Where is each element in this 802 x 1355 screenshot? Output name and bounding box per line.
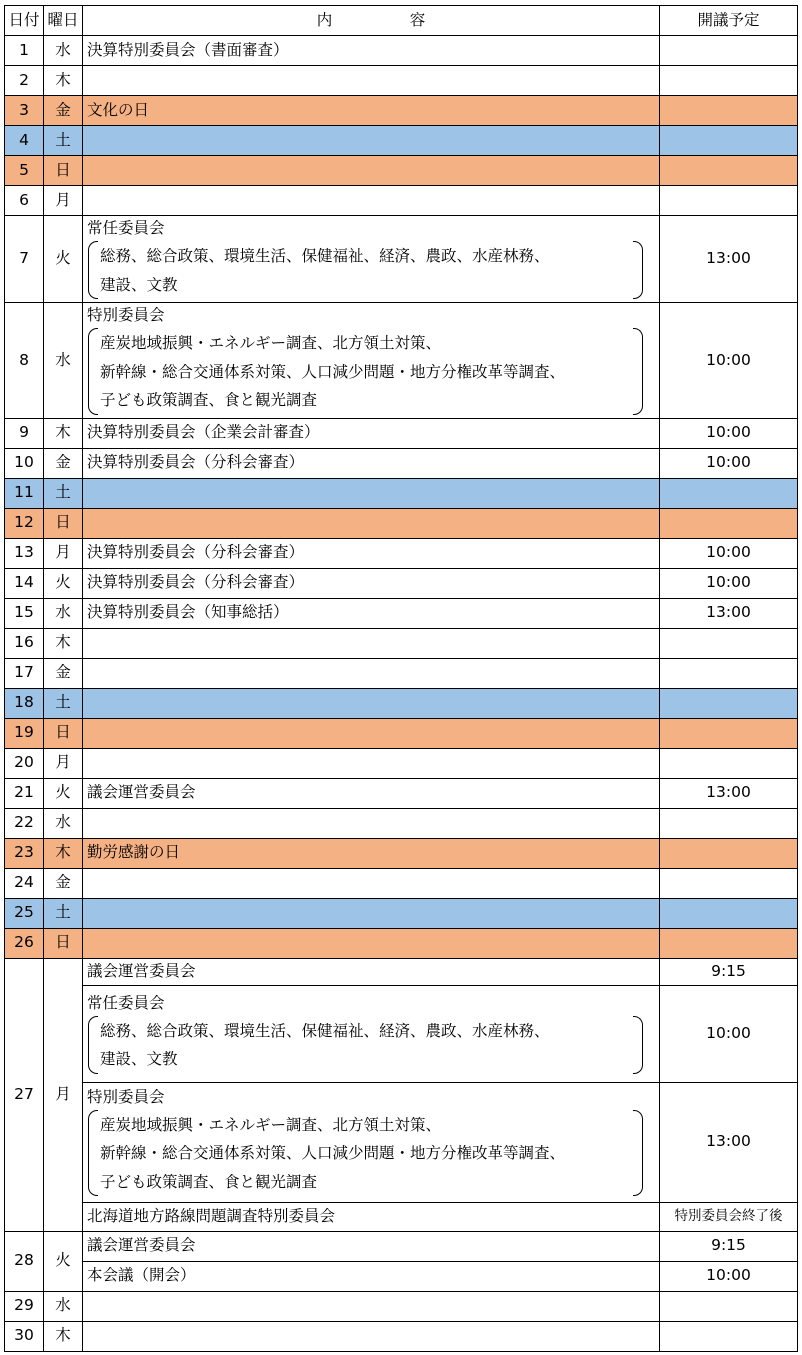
committee-list-line: 総務、総合政策、環境生活、保健福祉、経済、農政、水産林務、 [100,247,550,265]
time-cell [660,156,798,186]
table-row [5,186,798,216]
dow-cell: 火 [44,1231,83,1291]
time-cell [660,928,798,958]
committee-list-line: 総務、総合政策、環境生活、保健福祉、経済、農政、水産林務、 [100,1021,550,1040]
dow-cell: 木 [44,418,83,448]
dow-cell: 月 [44,958,83,1231]
time-cell: 10:00 [660,418,798,448]
table-row [5,868,798,898]
date-cell: 9 [5,418,44,448]
table-row-saturday [5,688,798,718]
content-cell [83,216,660,303]
table-row [5,66,798,96]
dow-cell: 月 [44,186,83,216]
content-cell: 決算特別委員会（知事総括） [83,598,660,628]
dow-cell: 水 [44,36,83,66]
content-cell: 議会運営委員会 [83,958,660,985]
table-row [5,1082,798,1202]
time-cell: 10:00 [660,1261,798,1291]
committee-title: 常任委員会 [87,219,165,237]
date-cell: 12 [5,508,44,538]
dow-cell: 水 [44,1291,83,1321]
committee-list-line: 建設、文教 [100,1050,178,1068]
date-cell: 13 [5,538,44,568]
date-cell: 21 [5,778,44,808]
table-row [5,628,798,658]
time-cell [660,66,798,96]
time-cell [660,36,798,66]
dow-cell: 木 [44,628,83,658]
table-row [5,568,798,598]
dow-cell: 土 [44,898,83,928]
table-row [5,748,798,778]
content-cell [83,478,660,508]
dow-cell: 火 [44,216,83,303]
time-cell [660,898,798,928]
table-row [5,778,798,808]
header-date: 日付 [5,6,44,36]
committee-list-line: 子ども政策調査、食と観光調査 [100,391,318,409]
dow-cell: 金 [44,96,83,126]
date-cell: 26 [5,928,44,958]
dow-cell: 水 [44,303,83,419]
time-cell [660,508,798,538]
table-row-saturday [5,126,798,156]
time-cell: 10:00 [660,448,798,478]
content-cell: 決算特別委員会（分科会審査） [83,568,660,598]
date-cell: 30 [5,1321,44,1351]
table-row [5,216,798,303]
content-cell [83,1321,660,1351]
dow-cell: 金 [44,868,83,898]
time-cell [660,478,798,508]
time-cell: 13:00 [660,778,798,808]
dow-cell: 金 [44,658,83,688]
time-cell [660,658,798,688]
content-cell: 決算特別委員会（書面審査） [83,36,660,66]
dow-cell: 日 [44,718,83,748]
content-cell [83,186,660,216]
content-cell [83,156,660,186]
dow-cell: 水 [44,808,83,838]
time-cell [660,186,798,216]
content-cell: 決算特別委員会（企業会計審査） [83,418,660,448]
date-cell: 4 [5,126,44,156]
date-cell: 18 [5,688,44,718]
table-row [5,1231,798,1261]
content-cell [83,66,660,96]
date-cell: 16 [5,628,44,658]
content-cell: 議会運営委員会 [83,778,660,808]
dow-cell: 火 [44,568,83,598]
content-cell [83,748,660,778]
content-cell [83,928,660,958]
table-row-holiday [5,838,798,868]
content-cell [83,628,660,658]
content-cell [83,985,660,1082]
time-cell: 特別委員会終了後 [660,1202,798,1231]
table-row [5,418,798,448]
time-cell [660,718,798,748]
content-cell: 勤労感謝の日 [83,838,660,868]
content-cell [83,688,660,718]
dow-cell: 水 [44,598,83,628]
table-row [5,36,798,66]
date-cell: 10 [5,448,44,478]
dow-cell: 火 [44,778,83,808]
date-cell: 8 [5,303,44,419]
dow-cell: 日 [44,156,83,186]
content-cell [83,508,660,538]
committee-list-line: 建設、文教 [100,275,178,294]
header-dow: 曜日 [44,6,83,36]
time-cell [660,868,798,898]
dow-cell: 木 [44,1321,83,1351]
table-row [5,448,798,478]
committee-list-line: 産炭地域振興・エネルギー調査、北方領土対策、 [100,1115,442,1134]
date-cell: 11 [5,478,44,508]
content-cell: 文化の日 [83,96,660,126]
time-cell: 13:00 [660,598,798,628]
date-cell: 2 [5,66,44,96]
content-cell [83,1291,660,1321]
time-cell: 9:15 [660,958,798,985]
dow-cell: 金 [44,448,83,478]
date-cell: 15 [5,598,44,628]
committee-list-bracket [88,1110,643,1197]
table-row [5,1321,798,1351]
date-cell: 29 [5,1291,44,1321]
table-row-saturday [5,898,798,928]
dow-cell: 日 [44,928,83,958]
time-cell: 10:00 [660,538,798,568]
table-row-saturday [5,478,798,508]
table-row [5,808,798,838]
dow-cell: 土 [44,688,83,718]
time-cell: 9:15 [660,1231,798,1261]
time-cell [660,126,798,156]
content-cell [83,718,660,748]
table-row [5,1291,798,1321]
table-row [5,985,798,1082]
table-row [5,598,798,628]
dow-cell: 月 [44,538,83,568]
content-cell: 北海道地方路線問題調査特別委員会 [83,1202,660,1231]
time-cell [660,1291,798,1321]
committee-list-bracket [88,241,643,299]
committee-title: 常任委員会 [87,993,165,1012]
committee-list-bracket [88,328,643,415]
table-row-holiday [5,96,798,126]
time-cell [660,1321,798,1351]
table-row [5,658,798,688]
date-cell: 25 [5,898,44,928]
date-cell: 28 [5,1231,44,1291]
committee-list-bracket [88,1016,643,1074]
dow-cell: 土 [44,126,83,156]
date-cell: 5 [5,156,44,186]
committee-list-line: 新幹線・総合交通体系対策、人口減少問題・地方分権改革等調査、 [100,1144,566,1163]
time-cell [660,96,798,126]
date-cell: 17 [5,658,44,688]
time-cell: 10:00 [660,303,798,419]
committee-list-line: 新幹線・総合交通体系対策、人口減少問題・地方分権改革等調査、 [100,362,566,381]
date-cell: 22 [5,808,44,838]
table-row-holiday [5,156,798,186]
committee-list-line: 産炭地域振興・エネルギー調査、北方領土対策、 [100,334,442,352]
time-cell [660,808,798,838]
committee-title: 特別委員会 [87,1087,165,1106]
content-cell: 決算特別委員会（分科会審査） [83,538,660,568]
header-time: 開議予定 [660,6,798,36]
time-cell: 10:00 [660,985,798,1082]
table-row [5,1202,798,1231]
header-row [5,6,798,36]
date-cell: 1 [5,36,44,66]
dow-cell: 月 [44,748,83,778]
time-cell [660,838,798,868]
dow-cell: 木 [44,66,83,96]
table-row-holiday [5,928,798,958]
time-cell [660,688,798,718]
table-row [5,303,798,419]
content-cell [83,126,660,156]
table-row-holiday [5,508,798,538]
date-cell: 23 [5,838,44,868]
date-cell: 20 [5,748,44,778]
content-cell [83,868,660,898]
time-cell: 10:00 [660,568,798,598]
table-row-holiday [5,718,798,748]
table-row [5,538,798,568]
time-cell [660,628,798,658]
time-cell: 13:00 [660,216,798,303]
date-cell: 19 [5,718,44,748]
content-cell: 議会運営委員会 [83,1231,660,1261]
dow-cell: 木 [44,838,83,868]
date-cell: 27 [5,958,44,1231]
dow-cell: 土 [44,478,83,508]
date-cell: 6 [5,186,44,216]
content-cell [83,898,660,928]
content-cell [83,303,660,419]
date-cell: 14 [5,568,44,598]
committee-title: 特別委員会 [87,306,165,324]
committee-list-line: 子ども政策調査、食と観光調査 [100,1172,318,1191]
content-cell [83,808,660,838]
header-content: 内 容 [83,6,660,36]
time-cell: 13:00 [660,1082,798,1202]
date-cell: 3 [5,96,44,126]
date-cell: 24 [5,868,44,898]
content-cell: 決算特別委員会（分科会審査） [83,448,660,478]
schedule-table [4,5,798,1352]
content-cell [83,1082,660,1202]
content-cell: 本会議（開会） [83,1261,660,1291]
table-row [5,1261,798,1291]
dow-cell: 日 [44,508,83,538]
content-cell [83,658,660,688]
date-cell: 7 [5,216,44,303]
table-row [5,958,798,985]
time-cell [660,748,798,778]
